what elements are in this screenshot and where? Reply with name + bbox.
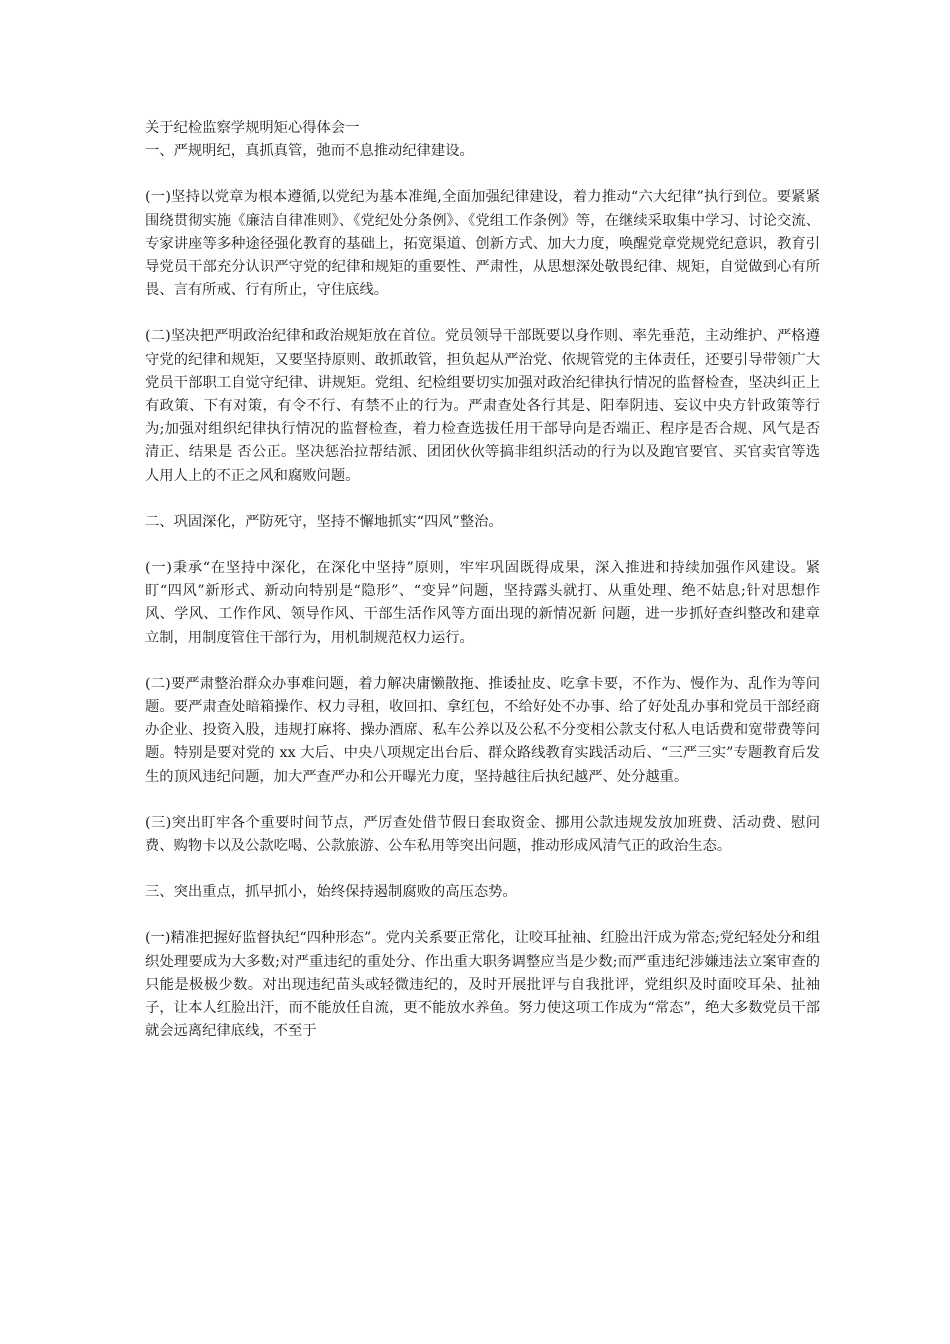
paragraph-2-3: (三)突出盯牢各个重要时间节点，严厉查处借节假日套取资金、挪用公款违规发放加班费、活动费、慰问费、购物卡以及公款吃喝、公款旅游、公车私用等突出问题，推动形成风清气正的政治生态。 [145, 814, 820, 855]
paragraph-1-1: (一)坚持以党章为根本遵循,以党纪为基本准绳,全面加强纪律建设，着力推动“六大纪律”执行到位。要紧紧围绕贯彻实施《廉洁自律准则》、《党纪处分条例》、《党组工作条例》等，在继续采取集中学习、讨论交流、专家讲座等多种途径强化教育的基础上，拓宽渠道、创新方式、加大力度，唤醒党章党规党纪意识，教育引导党员干部充分认识严守党的纪律和规矩的重要性、严肃性，从思想深处敬畏纪律、规矩，自觉做到心有所畏、言有所戒、行有所止，守住底线。 [145, 189, 820, 299]
paragraph-2-2: (二)要严肃整治群众办事难问题，着力解决庸懒散拖、推诿扯皮、吃拿卡要，不作为、慢作为、乱作为等问题。要严肃查处暗箱操作、权力寻租，收回扣、拿红包，不给好处不办事、给了好处乱办事和党员干部经商办企业、投资入股，违规打麻将、操办酒席、私车公养以及公私不分变相公款支付私人电话费和宽带费等问题。特别是要对党的 xx 大后、中央八项规定出台后、群众路线教育实践活动后、“三严三实”专题教育后发生的顶风违纪问题，加大严查严办和公开曝光力度，坚持越往后执纪越严、处分越重。 [145, 675, 820, 785]
section-heading-3: 三、突出重点，抓早抓小，始终保持遏制腐败的高压态势。 [145, 884, 517, 901]
section-heading-2: 二、巩固深化，严防死守，坚持不懈地抓实“四风”整治。 [145, 513, 503, 530]
document-page [145, 117, 820, 1067]
section-heading-1: 一、严规明纪，真抓真管，弛而不息推动纪律建设。 [145, 143, 474, 160]
paragraph-1-2: (二)坚决把严明政治纪律和政治规矩放在首位。党员领导干部既要以身作则、率先垂范，主动维护、严格遵守党的纪律和规矩，又要坚持原则、敢抓敢管，担负起从严治党、依规管党的主体责任，还要引导带领广大党员干部职工自觉守纪律、讲规矩。党组、纪检组要切实加强对政治纪律执行情况的监督检查，坚决纠正上有政策、下有对策，有令不行、有禁不止的行为。严肃查处各行其是、阳奉阴违、妄议中央方针政策等行为;加强对组织纪律执行情况的监督检查，着力检查选拔任用干部导向是否端正、程序是否合规、风气是否清正、结果是 否公正。坚决惩治拉帮结派、团团伙伙等搞非组织活动的行为以及跑官要官、买官卖官等选人用人上的不正之风和腐败问题。 [145, 328, 820, 484]
paragraph-2-1: (一)秉承“在坚持中深化，在深化中坚持”原则，牢牢巩固既得成果，深入推进和持续加强作风建设。紧盯“四风”新形式、新动向特别是“隐形”、“变异”问题，坚持露头就打、从重处理、绝不姑息;针对思想作风、学风、工作作风、领导作风、干部生活作风等方面出现的新情况新 问题，进一步抓好查纠整改和建章立制，用制度管住干部行为，用机制规范权力运行。 [145, 560, 820, 646]
paragraph-3-1: (一)精准把握好监督执纪“四种形态”。党内关系要正常化，让咬耳扯袖、红脸出汗成为常态;党纪轻处分和组织处理要成为大多数;对严重违纪的重处分、作出重大职务调整应当是少数;而严重违纪涉嫌违法立案审查的只能是极极少数。对出现违纪苗头或轻微违纪的，及时开展批评与自我批评，党组织及时面咬耳朵、扯袖子，让本人红脸出汗，而不能放任自流，更不能放水养鱼。努力使这项工作成为“常态”，绝大多数党员干部就会远离纪律底线，不至于 [145, 930, 820, 1040]
document-title: 关于纪检监察学规明矩心得体会一 [145, 120, 360, 136]
